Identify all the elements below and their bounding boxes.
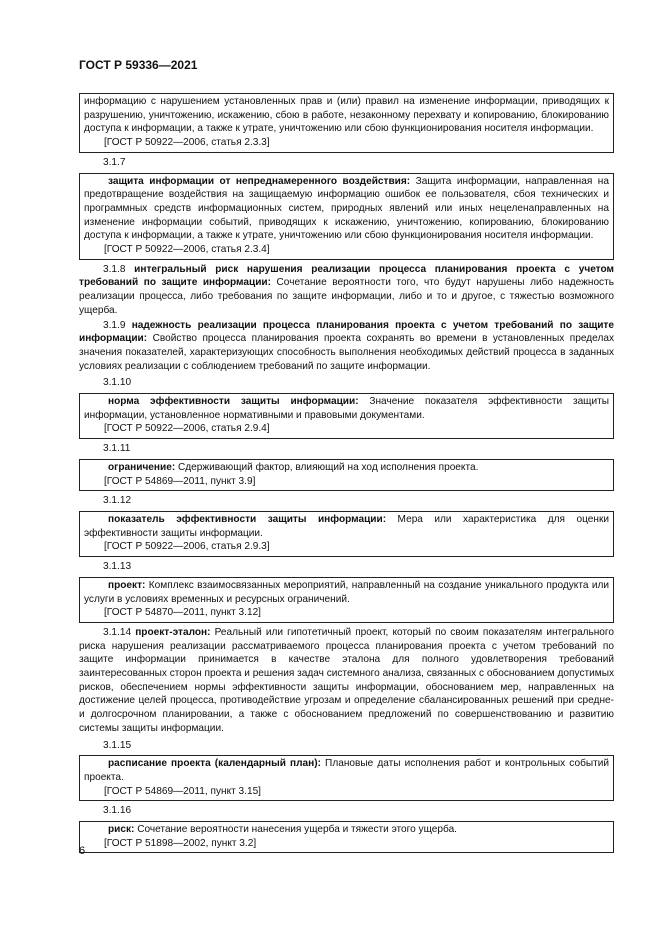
term: показатель эффективности защиты информации: <box>108 513 387 525</box>
definition-text <box>84 757 609 784</box>
definition-box <box>79 755 614 801</box>
clause-number: 3.1.14 <box>103 626 136 638</box>
term: интегральный риск нарушения реализации процесса планирования проекта с учетом требований по защите информации: <box>79 263 614 289</box>
definition-body: Сочетание вероятности того, что будут нарушены либо надежность реализации процесса, либо требования по защите информации, либо и то и другое, с тяжестью возможного ущерба. <box>79 277 614 316</box>
term: проект-эталон: <box>135 626 211 638</box>
definition-text <box>84 461 609 475</box>
definition-body: Сдерживающий фактор, влияющий на ход исполнения проекта. <box>175 461 479 473</box>
clause-number: 3.1.15 <box>103 739 132 751</box>
definition-source: [ГОСТ Р 50922—2006, статья 2.9.3] <box>104 541 270 553</box>
definition-source: [ГОСТ Р 51898—2002, пункт 3.2] <box>104 837 257 849</box>
clause-number: 3.1.10 <box>103 377 132 389</box>
clause-paragraph <box>79 319 614 374</box>
definition-source: [ГОСТ Р 50922—2006, статья 2.9.4] <box>104 423 270 435</box>
definition-source: [ГОСТ Р 50922—2006, статья 2.3.3] <box>104 137 270 149</box>
term: проект: <box>108 579 146 591</box>
term: норма эффективности защиты информации: <box>108 396 359 408</box>
definition-text <box>84 579 609 606</box>
definition-body: Свойство процесса планирования проекта сохранять во времени в установленных пределах значения показателей, характеризующих способность выполнения необходимых действий процесса в заданных условиях реализации с соблюдением требований по защите информации. <box>79 333 614 372</box>
definition-text <box>84 823 609 837</box>
term: защита информации от непреднамеренного воздействия: <box>108 175 411 187</box>
definition-source: [ГОСТ Р 54870—2011, пункт 3.12] <box>104 607 261 619</box>
definition-body: Реальный или гипотетичный проект, который по своим показателям интегрального риска нарушения реализации рассматриваемого процесса планирования проекта с учетом требований по защите информации принимается в качестве эталона для полного удовлетворения требований заинтересованных сторон проекта и решения задач системного анализа, связанных с обоснованием допустимых рисков, обеспечением нормы эффективности защиты информации, обоснованием мер, направленных на достижение целей процесса, противодействие угрозам и определение сбалансированных решений при средне- и долгосрочном планировании, а также с обоснованием предложений по совершенствованию и развитию системы защиты информации. <box>79 626 614 734</box>
definition-body: Защита информации, направленная на предотвращение воздействия на защищаемую информацию ошибок ее пользователя, сбоя технических и программных средств информационных систем, природных явлений или иных нецеленаправленных на изменение информации событий, приводящих к искажению, уничтожению, копированию, блокированию доступа к информации, а также к утрате, уничтожению или сбою функционирования носителя информации. <box>84 175 609 242</box>
term: расписание проекта (календарный план): <box>108 758 321 770</box>
document-body <box>79 93 614 853</box>
document-header: ГОСТ Р 59336—2021 <box>79 58 198 72</box>
clause-number: 3.1.9 <box>103 319 132 331</box>
definition-body: Мера или характеристика для оценки эффективности защиты информации. <box>84 513 609 539</box>
definition-box <box>79 93 614 153</box>
definition-source: [ГОСТ Р 54869—2011, пункт 3.9] <box>104 475 256 487</box>
clause-number: 3.1.11 <box>103 443 131 455</box>
definition-text <box>84 175 609 244</box>
clause-number: 3.1.7 <box>103 156 126 168</box>
definition-body: Плановые даты исполнения работ и контрольных событий проекта. <box>84 758 609 783</box>
definition-body: Сочетание вероятности нанесения ущерба и тяжести этого ущерба. <box>134 824 457 836</box>
definition-text <box>84 395 609 422</box>
term: риск: <box>108 824 135 836</box>
definition-body: Значение показателя эффективности защиты информации, установленное нормативными и правовыми документами. <box>84 396 610 421</box>
definition-text: информацию с нарушением установленных прав и (или) правил на изменение информации, приводящих к разрушению, уничтожению, искажению, сбою в работе, незаконному перехвату и копированию, блокированию доступа к информации, а также к утрате, уничтожению или сбою функционирования носителя информации. <box>84 96 609 135</box>
definition-box <box>79 577 614 623</box>
definition-box <box>79 393 614 439</box>
clause-number: 3.1.12 <box>103 495 132 507</box>
definition-box <box>79 173 614 260</box>
clause-paragraph <box>79 626 614 736</box>
definition-body: Комплекс взаимосвязанных мероприятий, направленный на создание уникального продукта или услуги в условиях временных и ресурсных ограничений. <box>84 579 609 605</box>
definition-source: [ГОСТ Р 54869—2011, пункт 3.15] <box>104 785 261 797</box>
clause-paragraph <box>79 263 614 318</box>
clause-number: 3.1.16 <box>103 805 132 817</box>
term: ограничение: <box>108 461 176 473</box>
definition-source: [ГОСТ Р 50922—2006, статья 2.3.4] <box>104 244 270 256</box>
clause-number: 3.1.13 <box>103 561 132 573</box>
definition-box <box>79 511 614 557</box>
definition-text <box>84 513 609 540</box>
clause-number: 3.1.8 <box>103 263 135 275</box>
page-number: 6 <box>79 845 86 857</box>
definition-box <box>79 821 614 853</box>
definition-box <box>79 459 614 491</box>
term: надежность реализации процесса планирования проекта с учетом требований по защите информации: <box>79 319 614 345</box>
